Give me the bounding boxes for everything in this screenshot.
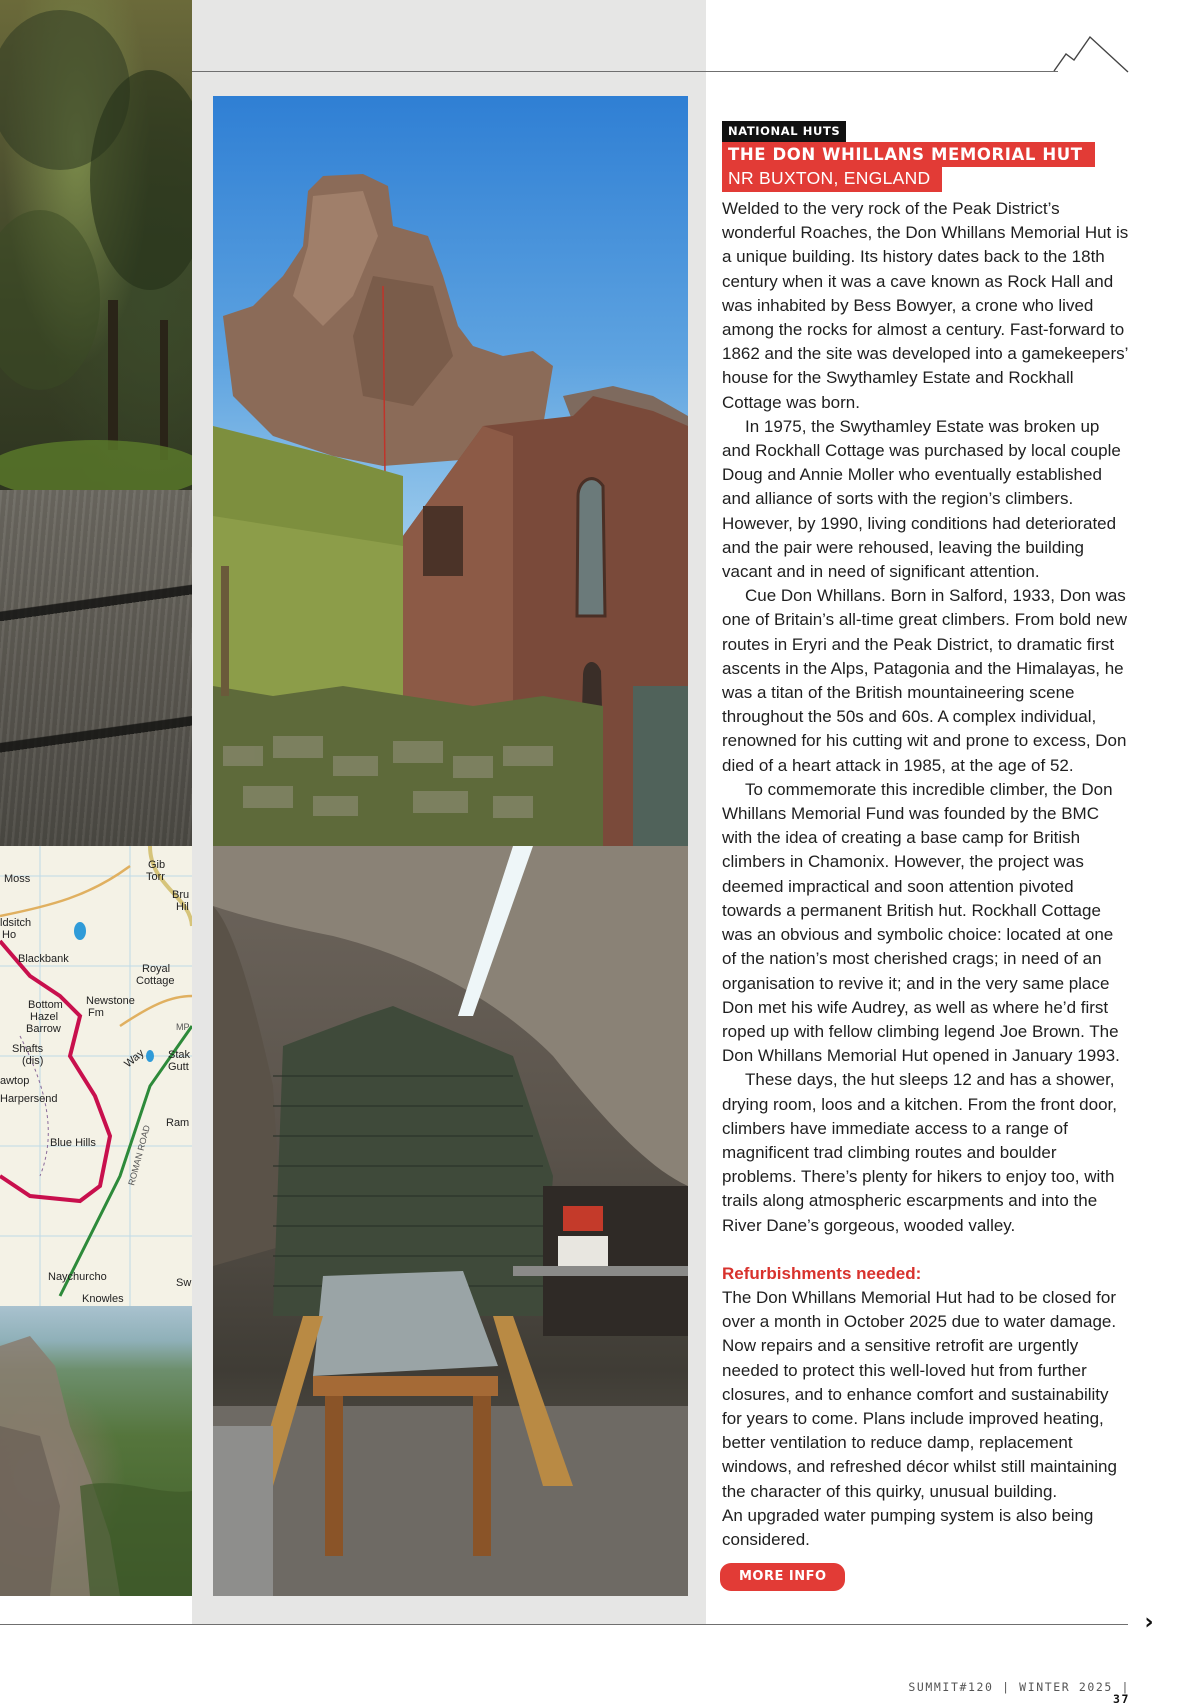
map-label-hazel: Hazel bbox=[30, 1011, 59, 1023]
map-label-awtop: awtop bbox=[0, 1075, 30, 1087]
map-label-royal: Royal bbox=[142, 963, 171, 975]
map-label-newstone: Newstone bbox=[86, 995, 135, 1007]
map-label-torr: Torr bbox=[146, 871, 165, 883]
trees-photo bbox=[0, 0, 192, 490]
map-label-barrow: Barrow bbox=[26, 1023, 61, 1035]
map-label-stak: Stak bbox=[168, 1049, 191, 1061]
paragraph: An upgraded water pumping system is also being considered. bbox=[722, 1505, 1094, 1549]
map-label-ho: Ho bbox=[2, 929, 17, 941]
map-label-ram: Ram bbox=[166, 1117, 190, 1129]
top-rule bbox=[192, 71, 1058, 72]
page-number: 37 bbox=[1112, 1692, 1130, 1706]
issue-season: WINTER 2025 bbox=[1019, 1680, 1113, 1694]
wooden-bench-photo bbox=[0, 490, 192, 846]
hut-interior-photo bbox=[213, 846, 688, 1596]
section-kicker: NATIONAL HUTS bbox=[722, 121, 846, 142]
paragraph: These days, the hut sleeps 12 and has a shower, drying room, loos and a kitchen. From the front door, climbers have immediate access to a range of magnificent trad climbing routes and boulder problems. There’s plenty for hikers to enjoy too, with trails along atmospheric escarpments and into the River Dane’s gorgeous, wooded valley. bbox=[722, 1070, 1117, 1235]
paragraph: In 1975, the Swythamley Estate was broken up and Rockhall Cottage was purchased by local couple Doug and Annie Moller who eventually established and alliance of sorts with the region’s climbers. However, by 1990, living conditions had deteriorated and the pair were rehoused, leaving the building vacant and in need of significant attention. bbox=[722, 416, 1121, 582]
left-photo-strip bbox=[0, 0, 192, 1596]
map-label-blue-hills: Blue Hills bbox=[50, 1137, 96, 1149]
map-label-hil: Hil bbox=[176, 901, 189, 913]
paragraph: Cue Don Whillans. Born in Salford, 1933, Don was one of Britain’s all-time great climbers. From bold new routes in Eryri and the Peak District, to dramatic first ascents in the Alps, Patagonia and the Himalayas, he was a titan of the British mountaineering scene throughout the 50s and 60s. A complex individual, renowned for his cutting wit and prone to excess, Don died of a heart attack in 1985, at the age of 52. bbox=[722, 586, 1128, 775]
more-info-button[interactable]: MORE INFO bbox=[720, 1563, 845, 1591]
map-label-bottom: Bottom bbox=[28, 999, 63, 1011]
route-map bbox=[0, 846, 192, 1306]
map-label-sw: Sw bbox=[176, 1277, 192, 1289]
paragraph: The Don Whillans Memorial Hut had to be closed for over a month in October 2025 due to water damage. Now repairs and a sensitive retrofit are urgently needed to protect this well-loved hut from further closures, and to enhance comfort and sustainability for years to come. Plans include improved heating, better ventilation to reduce damp, replacement windows, and refreshed décor whilst still maintaining the character of this quirky, unusual building. bbox=[722, 1287, 1117, 1501]
hut-exterior-photo bbox=[213, 96, 688, 846]
footer-separator: | bbox=[1002, 1680, 1011, 1694]
map-label-gib: Gib bbox=[148, 859, 166, 871]
map-label-cottage: Cottage bbox=[136, 975, 175, 987]
map-label-fm: Fm bbox=[88, 1007, 104, 1019]
section-body bbox=[722, 1286, 1132, 1552]
mountain-outline-icon bbox=[1054, 34, 1130, 74]
paragraph: Welded to the very rock of the Peak District’s wonderful Roaches, the Don Whillans Memorial Hut is a unique building. Its history dates back to the 18th century when it was a cave known as Rock Hall and was inhabited by Bess Bowyer, a crone who lived among the rocks for almost a century. Fast-forward to 1862 and the site was developed into a gamekeepers’ house for the Swythamley Estate and Rockhall Cottage was born. bbox=[722, 199, 1129, 412]
map-label-bru: Bru bbox=[172, 889, 190, 901]
roaches-hillside-photo bbox=[0, 1306, 192, 1596]
page-footer bbox=[898, 1681, 1130, 1705]
map-label-mp: MP bbox=[176, 1022, 190, 1032]
map-label-moss: Moss bbox=[4, 873, 31, 885]
map-label-gutt: Gutt bbox=[168, 1061, 189, 1073]
chevron-right-icon[interactable]: › bbox=[1144, 1610, 1154, 1635]
map-label-shafts: Shafts bbox=[12, 1043, 44, 1055]
map-label-naychurcho: Naychurcho bbox=[48, 1271, 107, 1283]
article bbox=[722, 121, 1132, 1591]
map-label-dis: (dis) bbox=[22, 1055, 44, 1067]
article-body bbox=[722, 197, 1132, 1238]
map-label-knowles: Knowles bbox=[82, 1293, 124, 1305]
article-title: THE DON WHILLANS MEMORIAL HUT bbox=[722, 142, 1095, 167]
article-subtitle: NR BUXTON, ENGLAND bbox=[722, 167, 942, 192]
map-label-ldsitch: ldsitch bbox=[0, 917, 32, 929]
map-label-roman-road: ROMAN ROAD bbox=[126, 1124, 152, 1187]
map-label-way: Way bbox=[122, 1047, 147, 1071]
section-heading: Refurbishments needed: bbox=[722, 1263, 922, 1283]
paragraph: To commemorate this incredible climber, the Don Whillans Memorial Fund was founded by the BMC with the idea of creating a base camp for British climbers in Chamonix. However, the project was deemed impractical and soon attention pivoted towards a permanent British hut. Rockhall Cottage was an obvious and symbolic choice: located at one of the nation’s most cherished crags; in need of an organisation to revive it; and in the very same place Don met his wife Audrey, as well as where he’d first roped up with fellow climbing legend Joe Brown. The Don Whillans Memorial Hut opened in January 1993. bbox=[722, 779, 1120, 1066]
bottom-rule bbox=[0, 1624, 1128, 1625]
map-label-harpersend: Harpersend bbox=[0, 1093, 58, 1105]
magazine-issue: SUMMIT#120 bbox=[908, 1680, 994, 1694]
footer-separator: | bbox=[1121, 1680, 1130, 1694]
map-label-blackbank: Blackbank bbox=[18, 953, 69, 965]
